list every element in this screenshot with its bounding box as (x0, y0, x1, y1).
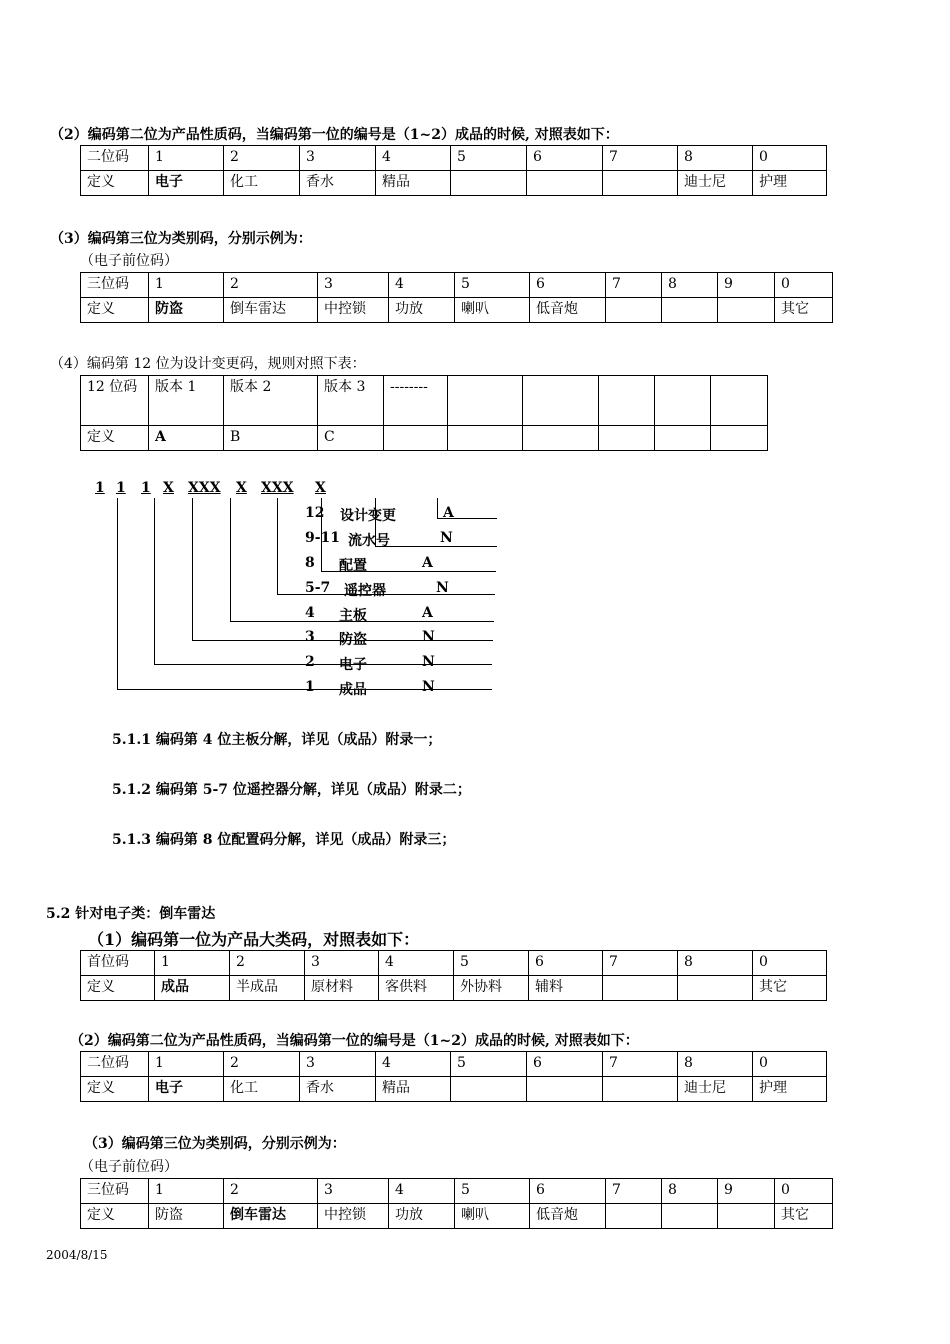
table-cell: 7 (606, 273, 662, 298)
table-cell (606, 1204, 662, 1229)
row-label-cell: 定义 (81, 1077, 149, 1102)
note-item: 5.1.3 编码第 8 位配置码分解，详见（成品）附录三； (112, 832, 456, 848)
section-subheading: （电子前位码） (80, 1159, 178, 1175)
row-label-cell: 二位码 (81, 146, 149, 171)
table-cell: 8 (662, 273, 718, 298)
table-cell (448, 376, 523, 426)
table-cell: 迪士尼 (678, 1077, 753, 1102)
table-cell: 5 (451, 146, 527, 171)
code-digit: X (315, 480, 326, 496)
code-digit: 1 (141, 480, 151, 496)
table-cell: 9 (718, 1179, 775, 1204)
code-digit: XXX (188, 480, 221, 496)
table-cell: 6 (530, 1179, 606, 1204)
table-cell (384, 426, 448, 451)
table-cell (599, 376, 655, 426)
table-cell: 1 (149, 1179, 224, 1204)
row-label-cell: 三位码 (81, 1179, 149, 1204)
table-cell: 半成品 (230, 976, 305, 1001)
table-cell: 8 (678, 951, 753, 976)
row-label-cell: 定义 (81, 171, 149, 196)
design-change-code-table (80, 375, 826, 451)
table-cell: 8 (678, 1052, 753, 1077)
table-cell: 2 (224, 273, 318, 298)
table-cell: 7 (603, 1052, 678, 1077)
category-first-code-table (80, 950, 827, 1001)
table-cell: 4 (376, 1052, 451, 1077)
row-label-cell: 定义 (81, 426, 149, 451)
code-digit: X (236, 480, 247, 496)
table-cell: 5 (455, 1179, 530, 1204)
section-subheading: （电子前位码） (80, 253, 178, 269)
table-cell: 2 (224, 1052, 300, 1077)
table-cell: 中控锁 (318, 298, 389, 323)
row-label-cell: 定义 (81, 1204, 149, 1229)
tree-pos: 3 (305, 629, 315, 645)
table-cell: 3 (318, 1179, 389, 1204)
table-cell: 7 (606, 1179, 662, 1204)
table-row (81, 426, 826, 451)
tree-pos: 12 (305, 505, 325, 521)
table-cell: 化工 (224, 171, 300, 196)
footer-date: 2004/8/15 (46, 1248, 108, 1262)
table-cell: 3 (305, 951, 379, 976)
code-digit: 1 (95, 480, 105, 496)
section-heading: （2）编码第二位为产品性质码，当编码第一位的编号是（1~2）成品的时候, 对照表如下： (70, 1033, 639, 1049)
table-cell: 9 (718, 273, 775, 298)
tree-type: N (422, 629, 435, 645)
table-cell: 0 (753, 951, 827, 976)
table-cell: 6 (527, 1052, 603, 1077)
table-row (81, 171, 827, 196)
table-cell: 2 (224, 1179, 318, 1204)
table-cell: 原材料 (305, 976, 379, 1001)
table-cell: 香水 (300, 171, 376, 196)
table-cell: A (149, 426, 224, 451)
table-cell: 电子 (149, 1077, 224, 1102)
table-cell: 3 (318, 273, 389, 298)
table-cell: 喇叭 (455, 1204, 530, 1229)
property-code-table-2 (80, 1051, 827, 1102)
table-cell: 中控锁 (318, 1204, 389, 1229)
table-row (81, 1077, 827, 1102)
table-row (81, 951, 827, 976)
table-cell: 7 (603, 146, 678, 171)
table-row (81, 1052, 827, 1077)
table-row (81, 273, 833, 298)
table-cell (599, 426, 655, 451)
table-cell: 3 (300, 1052, 376, 1077)
table-cell: 护理 (753, 1077, 827, 1102)
table-cell: 5 (451, 1052, 527, 1077)
table-cell: 0 (775, 273, 833, 298)
table-cell (523, 376, 599, 426)
table-cell: 1 (149, 146, 224, 171)
table-cell: 版本 1 (149, 376, 224, 426)
table-cell: 1 (155, 951, 230, 976)
table-cell: 外协料 (454, 976, 529, 1001)
table-cell: -------- (384, 376, 448, 426)
row-label-cell: 定义 (81, 298, 149, 323)
row-label-cell: 二位码 (81, 1052, 149, 1077)
table-cell: 其它 (753, 976, 827, 1001)
table-cell: 其它 (775, 1204, 833, 1229)
note-item: 5.1.2 编码第 5-7 位遥控器分解，详见（成品）附录二； (112, 782, 471, 798)
section-heading: （2）编码第二位为产品性质码，当编码第一位的编号是（1~2）成品的时候, 对照表如下： (50, 127, 619, 143)
code-digit: 1 (116, 480, 126, 496)
table-cell: 6 (530, 273, 606, 298)
code-digit: X (163, 480, 174, 496)
table-cell: 护理 (753, 171, 827, 196)
table-cell: 成品 (155, 976, 230, 1001)
section-heading: （1）编码第一位为产品大类码，对照表如下： (88, 930, 420, 949)
table-cell: 4 (389, 273, 455, 298)
table-cell: 5 (454, 951, 529, 976)
tree-type: N (422, 654, 435, 670)
tree-name: 设计变更 (340, 508, 396, 524)
table-cell: 6 (529, 951, 603, 976)
table-cell (655, 376, 711, 426)
tree-type: A (422, 605, 433, 621)
table-cell: B (224, 426, 318, 451)
table-cell: 精品 (376, 1077, 451, 1102)
table-cell: 防盗 (149, 298, 224, 323)
property-code-table (80, 145, 827, 196)
table-cell: 4 (389, 1179, 455, 1204)
table-cell (451, 1077, 527, 1102)
table-row (81, 376, 826, 426)
table-cell (662, 1204, 718, 1229)
table-cell: 2 (230, 951, 305, 976)
table-cell: 0 (775, 1179, 833, 1204)
table-cell (527, 171, 603, 196)
section-heading: （3）编码第三位为类别码，分别示例为： (50, 231, 312, 247)
row-label-cell: 定义 (81, 976, 155, 1001)
table-cell: 喇叭 (455, 298, 530, 323)
tree-name: 防盗 (339, 632, 367, 648)
tree-name: 流水号 (348, 533, 390, 549)
table-cell (451, 171, 527, 196)
section-heading: （4）编码第 12 位为设计变更码，规则对照下表： (50, 356, 366, 372)
table-cell (603, 976, 678, 1001)
table-cell (606, 298, 662, 323)
note-item: 5.1.1 编码第 4 位主板分解，详见（成品）附录一； (112, 732, 442, 748)
table-cell: 6 (527, 146, 603, 171)
table-cell (603, 171, 678, 196)
table-row (81, 1204, 833, 1229)
tree-name: 遥控器 (344, 583, 386, 599)
row-label-cell: 首位码 (81, 951, 155, 976)
table-cell: 3 (300, 146, 376, 171)
table-cell: 2 (224, 146, 300, 171)
table-cell (718, 1204, 775, 1229)
table-cell: 版本 2 (224, 376, 318, 426)
table-cell: 8 (678, 146, 753, 171)
table-cell: 电子 (149, 171, 224, 196)
row-label-cell: 三位码 (81, 273, 149, 298)
table-cell (678, 976, 753, 1001)
table-cell (523, 426, 599, 451)
table-cell: 4 (379, 951, 454, 976)
tree-type: A (422, 555, 433, 571)
table-cell: 功放 (389, 1204, 455, 1229)
tree-pos: 1 (305, 679, 315, 695)
table-row (81, 298, 833, 323)
tree-pos: 2 (305, 654, 315, 670)
tree-type: N (440, 530, 453, 546)
section-heading: （3）编码第三位为类别码，分别示例为： (84, 1136, 346, 1152)
tree-pos: 9-11 (305, 530, 341, 546)
table-cell: 4 (376, 146, 451, 171)
table-row (81, 1179, 833, 1204)
tree-type: A (443, 505, 454, 521)
table-cell: 版本 3 (318, 376, 384, 426)
table-cell: 1 (149, 273, 224, 298)
table-cell (711, 376, 768, 426)
tree-pos: 5-7 (305, 580, 331, 596)
table-cell: 其它 (775, 298, 833, 323)
table-cell: 香水 (300, 1077, 376, 1102)
table-cell: 5 (455, 273, 530, 298)
table-cell: 迪士尼 (678, 171, 753, 196)
table-row (81, 976, 827, 1001)
table-cell: 低音炮 (530, 1204, 606, 1229)
tree-name: 成品 (339, 682, 367, 698)
table-cell: 0 (753, 146, 827, 171)
table-cell (711, 426, 768, 451)
table-cell: 精品 (376, 171, 451, 196)
table-cell: 功放 (389, 298, 455, 323)
tree-type: N (436, 580, 449, 596)
table-cell: 低音炮 (530, 298, 606, 323)
table-cell: 7 (603, 951, 678, 976)
table-cell: C (318, 426, 384, 451)
tree-name: 电子 (339, 657, 367, 673)
category-code-table (80, 272, 833, 323)
section-title: 5.2 针对电子类：倒车雷达 (46, 906, 216, 922)
code-digit: XXX (261, 480, 294, 496)
row-label-cell: 12 位码 (81, 376, 149, 426)
table-cell (655, 426, 711, 451)
table-cell: 8 (662, 1179, 718, 1204)
table-cell: 化工 (224, 1077, 300, 1102)
table-cell: 倒车雷达 (224, 1204, 318, 1229)
table-cell (448, 426, 523, 451)
table-cell: 防盗 (149, 1204, 224, 1229)
table-cell: 客供料 (379, 976, 454, 1001)
tree-pos: 4 (305, 605, 315, 621)
table-cell (662, 298, 718, 323)
table-cell (603, 1077, 678, 1102)
table-cell: 倒车雷达 (224, 298, 318, 323)
tree-name: 配置 (339, 558, 367, 574)
tree-type: N (422, 679, 435, 695)
table-cell: 0 (753, 1052, 827, 1077)
tree-pos: 8 (305, 555, 315, 571)
category-code-table-2 (80, 1178, 833, 1229)
tree-name: 主板 (339, 608, 367, 624)
table-row (81, 146, 827, 171)
table-cell (527, 1077, 603, 1102)
table-cell: 辅料 (529, 976, 603, 1001)
table-cell: 1 (149, 1052, 224, 1077)
table-cell (718, 298, 775, 323)
